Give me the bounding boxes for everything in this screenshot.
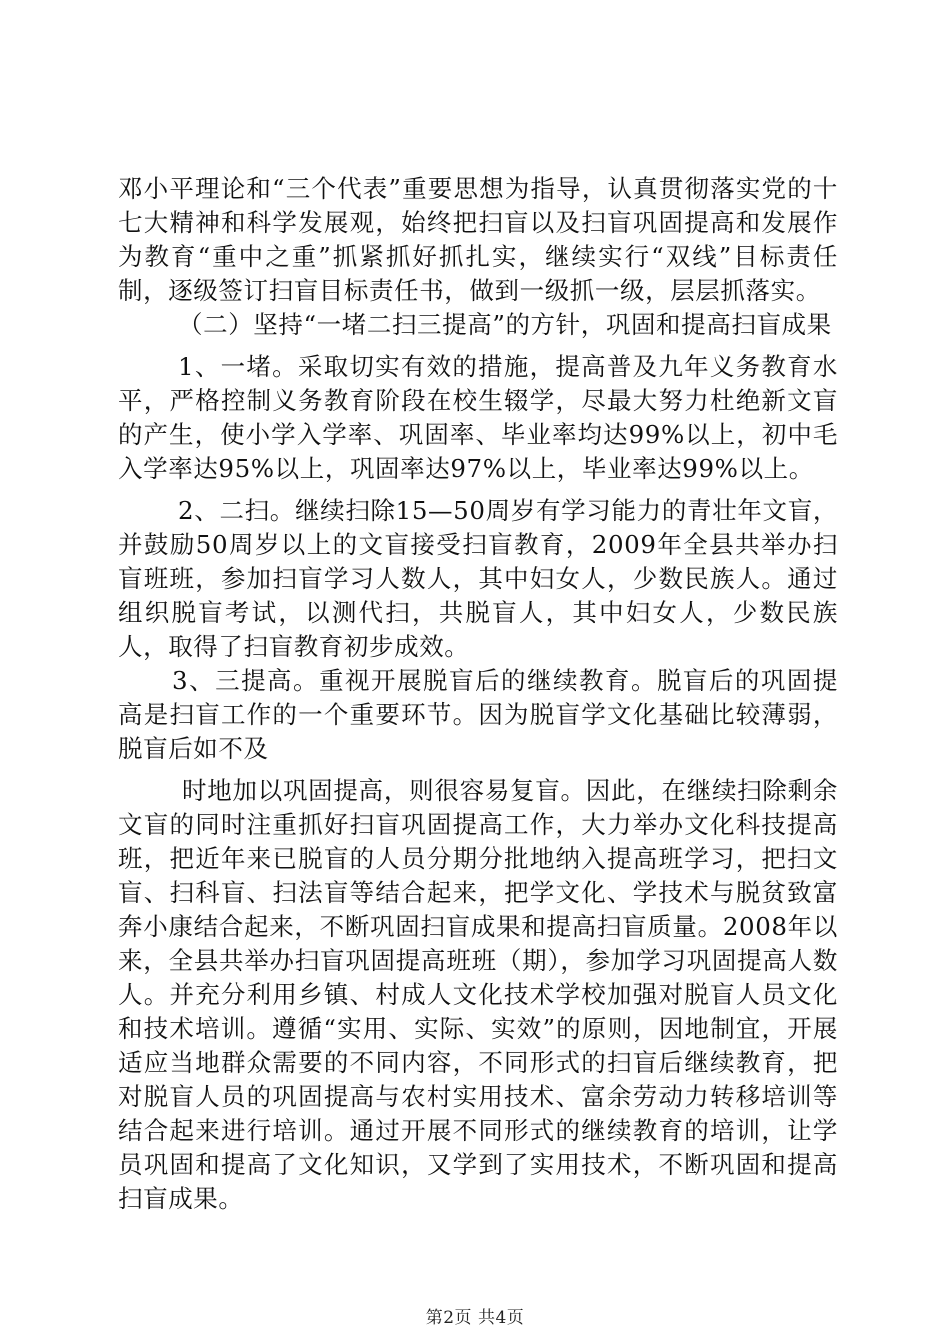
- paragraph-item-1: 1、一堵。采取切实有效的措施，提高普及九年义务教育水平，严格控制义务教育阶段在校生辍学，尽最大努力杜绝新文盲的产生，使小学入学率、巩固率、毕业率均达99%以上，初中毛入学率达95%以上，巩固率达97%以上，毕业率达99%以上。: [118, 352, 838, 483]
- paragraph-item-2: 2、二扫。继续扫除15—50周岁有学习能力的青壮年文盲，并鼓励50周岁以上的文盲接受扫盲教育，2009年全县共举办扫盲班班，参加扫盲学习人数人，其中妇女人，少数民族人。通过组织脱盲考试，以测代扫，共脱盲人，其中妇女人，少数民族人，取得了扫盲教育初步成效。: [118, 496, 838, 661]
- paragraph-item-3-continuation: 时地加以巩固提高，则很容易复盲。因此，在继续扫除剩余文盲的同时注重抓好扫盲巩固提高工作，大力举办文化科技提高班，把近年来已脱盲的人员分期分批地纳入提高班学习，把扫文盲、扫科盲、扫法盲等结合起来，把学文化、学技术与脱贫致富奔小康结合起来，不断巩固扫盲成果和提高扫盲质量。2008年以来，全县共举办扫盲巩固提高班班（期），参加学习巩固提高人数人。并充分利用乡镇、村成人文化技术学校加强对脱盲人员文化和技术培训。遵循“实用、实际、实效”的原则，因地制宜，开展适应当地群众需要的不同内容，不同形式的扫盲后继续教育，把对脱盲人员的巩固提高与农村实用技术、富余劳动力转移培训等结合起来进行培训。通过开展不同形式的继续教育的培训，让学员巩固和提高了文化知识，又学到了实用技术，不断巩固和提高扫盲成果。: [118, 776, 838, 1213]
- document-body: [118, 172, 838, 1216]
- paragraph-intro-continuation: 邓小平理论和“三个代表”重要思想为指导，认真贯彻落实党的十七大精神和科学发展观，始终把扫盲以及扫盲巩固提高和发展作为教育“重中之重”抓紧抓好抓扎实，继续实行“双线”目标责任制，逐级签订扫盲目标责任书，做到一级抓一级，层层抓落实。: [118, 174, 838, 305]
- page-number-footer: 第2页 共4页: [425, 1308, 525, 1328]
- section-heading-two: （二）坚持“一堵二扫三提高”的方针，巩固和提高扫盲成果: [178, 310, 832, 339]
- paragraph-item-3: 3、三提高。重视开展脱盲后的继续教育。脱盲后的巩固提高是扫盲工作的一个重要环节。因为脱盲学文化基础比较薄弱，脱盲后如不及: [118, 666, 838, 763]
